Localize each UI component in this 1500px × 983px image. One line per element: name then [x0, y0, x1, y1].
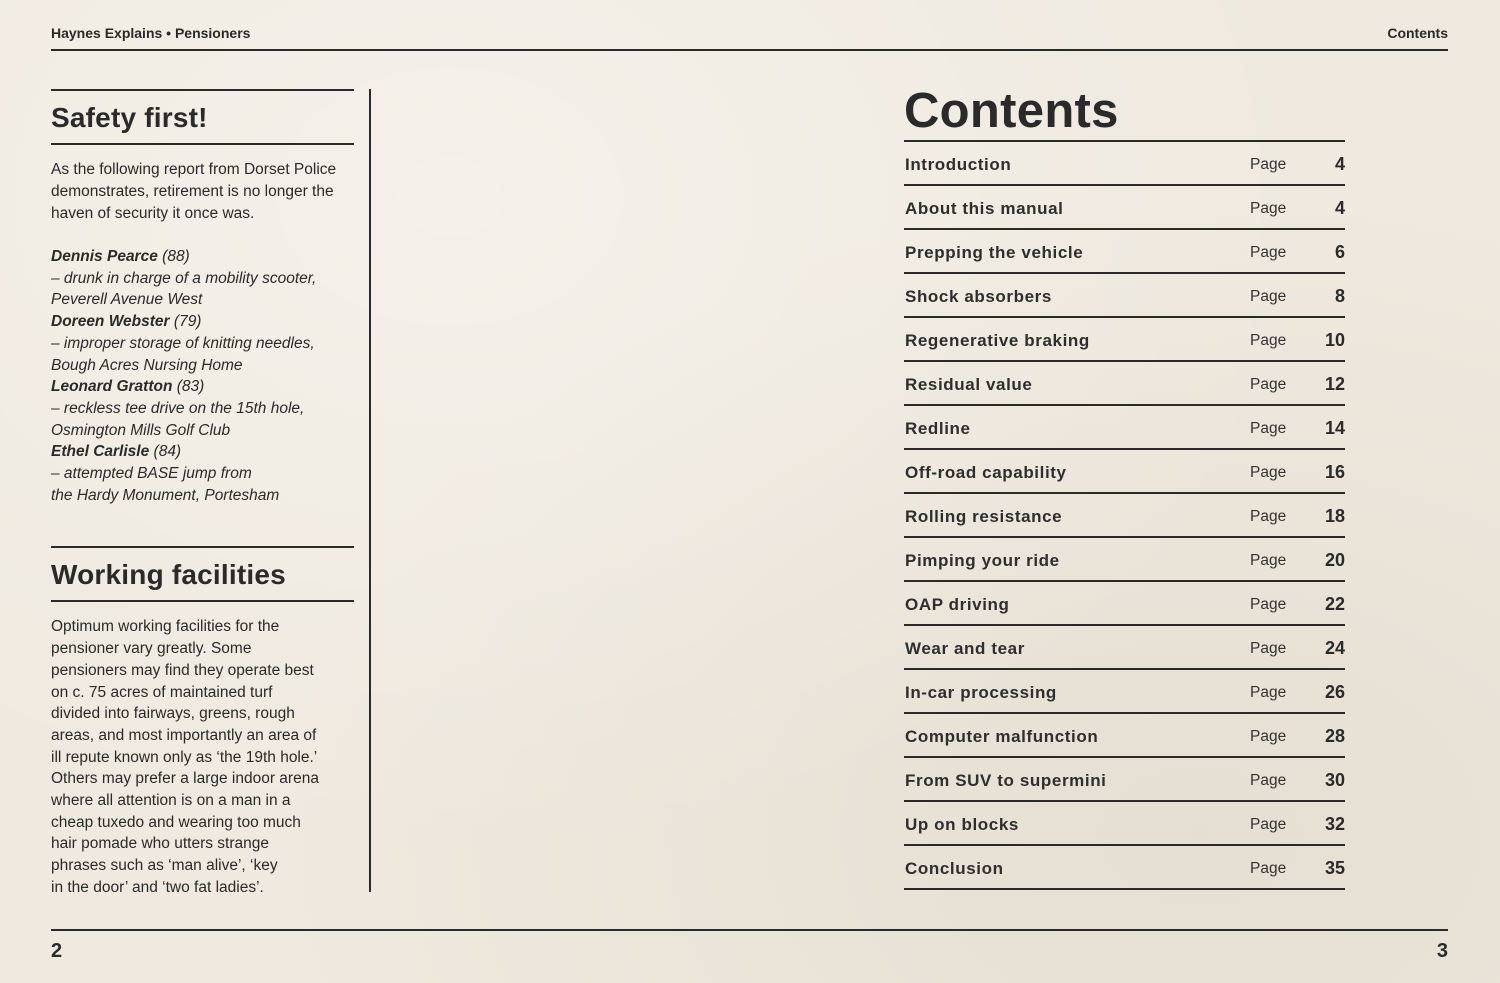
contents-entry[interactable]: [904, 142, 1345, 186]
entry-page-label: Page: [1250, 420, 1287, 437]
entry-page-label: Page: [1250, 244, 1287, 261]
contents-entry[interactable]: [904, 846, 1345, 890]
contents-entry[interactable]: [904, 362, 1345, 406]
entry-page-label: Page: [1250, 376, 1287, 393]
report-description: – reckless tee drive on the 15th hole, Osmington Mills Golf Club: [51, 399, 305, 439]
report-description: – drunk in charge of a mobility scooter, Peverell Avenue West: [51, 269, 317, 309]
entry-page-number: 6: [1334, 242, 1345, 262]
report-age: (84): [153, 443, 182, 461]
entry-title: Shock absorbers: [905, 287, 1052, 306]
entry-page-label: Page: [1250, 464, 1287, 481]
entry-page-number: 14: [1324, 418, 1345, 438]
entry-title: OAP driving: [905, 595, 1010, 614]
report-item: [51, 311, 354, 376]
running-header-left: Haynes Explains • Pensioners: [51, 25, 251, 41]
contents-entry[interactable]: [904, 450, 1345, 494]
footer-rule: [51, 929, 1448, 931]
entry-page-label: Page: [1250, 508, 1287, 525]
entry-title: Residual value: [905, 375, 1033, 394]
entry-page-number: 16: [1324, 462, 1345, 482]
entry-page-label: Page: [1250, 728, 1287, 745]
entry-page-number: 18: [1324, 506, 1345, 526]
report-item: [51, 441, 354, 506]
contents-entry[interactable]: [904, 758, 1345, 802]
report-age: (79): [173, 313, 202, 331]
facilities-section: [51, 546, 354, 898]
entry-page-label: Page: [1250, 596, 1287, 613]
report-age: (88): [162, 248, 190, 265]
contents-entry[interactable]: [904, 318, 1345, 362]
entry-title: Conclusion: [905, 859, 1004, 878]
section-rule-bottom: [51, 143, 354, 145]
safety-intro: As the following report from Dorset Police demonstrates, retirement is no longer the haven of security it once was.: [51, 161, 337, 222]
entry-page-number: 20: [1324, 550, 1345, 570]
entry-title: About this manual: [905, 199, 1064, 218]
section-rule-top: [51, 546, 354, 548]
report-description: – attempted BASE jump from the Hardy Monument, Portesham: [51, 465, 280, 504]
column-divider: [369, 89, 371, 892]
contents-entry[interactable]: [904, 494, 1345, 538]
section-rule-top: [51, 89, 354, 91]
entry-title: In-car processing: [905, 683, 1057, 702]
contents-entry[interactable]: [904, 802, 1345, 846]
entry-page-number: 28: [1324, 726, 1345, 746]
report-age: (83): [176, 378, 205, 396]
entry-page-label: Page: [1250, 332, 1287, 349]
contents-panel: [904, 84, 1345, 890]
entry-title: Regenerative braking: [905, 331, 1090, 350]
entry-page-number: 26: [1324, 682, 1345, 702]
entry-title: Up on blocks: [905, 815, 1019, 834]
report-description: – improper storage of knitting needles, Bough Acres Nursing Home: [51, 334, 315, 374]
header-rule: [51, 49, 1448, 51]
contents-title: Contents: [904, 84, 1119, 138]
entry-page-label: Page: [1250, 860, 1287, 877]
entry-page-label: Page: [1250, 552, 1287, 569]
contents-entry[interactable]: [904, 582, 1345, 626]
entry-title: Prepping the vehicle: [905, 243, 1084, 262]
facilities-body: Optimum working facilities for the pensioner vary greatly. Some pensioners may find they operate best on c. 75 acres of maintained turf divided into fairways, greens, rough areas, and most importantly an area of ill repute known only as ‘the 19th hole.’ Others may prefer a large indoor arena where all attention is on a man in a cheap tuxedo and wearing too much hair pomade who utters strange phrases such as ‘man alive’, ‘key in the door’ and ‘two fat ladies’.: [51, 618, 319, 896]
page-number-left: 2: [51, 940, 63, 962]
entry-title: Off-road capability: [905, 463, 1067, 482]
entry-page-number: 22: [1324, 594, 1345, 614]
contents-entry[interactable]: [904, 406, 1345, 450]
entry-page-label: Page: [1250, 640, 1287, 657]
contents-entry[interactable]: [904, 714, 1345, 758]
contents-entry[interactable]: [904, 186, 1345, 230]
entry-page-number: 32: [1324, 814, 1345, 834]
entry-page-number: 10: [1324, 330, 1345, 350]
entry-page-number: 4: [1334, 198, 1345, 218]
entry-page-number: 12: [1324, 374, 1345, 394]
report-name: Leonard Gratton: [51, 378, 173, 396]
entry-title: Pimping your ride: [905, 551, 1060, 570]
running-header-right: Contents: [1387, 25, 1448, 41]
page-number-right: 3: [1436, 940, 1448, 962]
report-name: Ethel Carlisle: [51, 443, 150, 461]
report-item: [51, 376, 354, 441]
entry-title: Wear and tear: [905, 639, 1025, 658]
contents-entry[interactable]: [904, 538, 1345, 582]
safety-section: [51, 89, 354, 506]
left-column: [51, 89, 354, 899]
entry-title: Introduction: [905, 155, 1012, 174]
contents-entry[interactable]: [904, 670, 1345, 714]
entry-page-label: Page: [1250, 200, 1287, 217]
entry-title: Computer malfunction: [905, 727, 1099, 746]
entry-page-label: Page: [1250, 288, 1287, 305]
section-rule-bottom: [51, 600, 354, 602]
entry-title: Redline: [905, 419, 971, 438]
safety-title: Safety first!: [51, 102, 208, 133]
entry-page-number: 30: [1324, 770, 1345, 790]
entry-page-label: Page: [1250, 156, 1287, 173]
entry-page-number: 8: [1334, 286, 1345, 306]
entry-title: From SUV to supermini: [905, 771, 1107, 790]
entry-page-label: Page: [1250, 684, 1287, 701]
contents-list: [904, 142, 1345, 890]
contents-entry[interactable]: [904, 626, 1345, 670]
police-report-list: [51, 246, 354, 506]
report-name: Doreen Webster: [51, 313, 170, 331]
entry-page-label: Page: [1250, 816, 1287, 833]
entry-page-number: 35: [1324, 858, 1345, 878]
contents-entry[interactable]: [904, 274, 1345, 318]
entry-page-number: 24: [1324, 638, 1345, 658]
entry-title: Rolling resistance: [905, 507, 1063, 526]
report-item: [51, 246, 354, 311]
contents-entry[interactable]: [904, 230, 1345, 274]
facilities-title: Working facilities: [51, 559, 286, 591]
entry-page-number: 4: [1334, 154, 1345, 174]
entry-page-label: Page: [1250, 772, 1287, 789]
report-name: Dennis Pearce: [51, 248, 158, 265]
